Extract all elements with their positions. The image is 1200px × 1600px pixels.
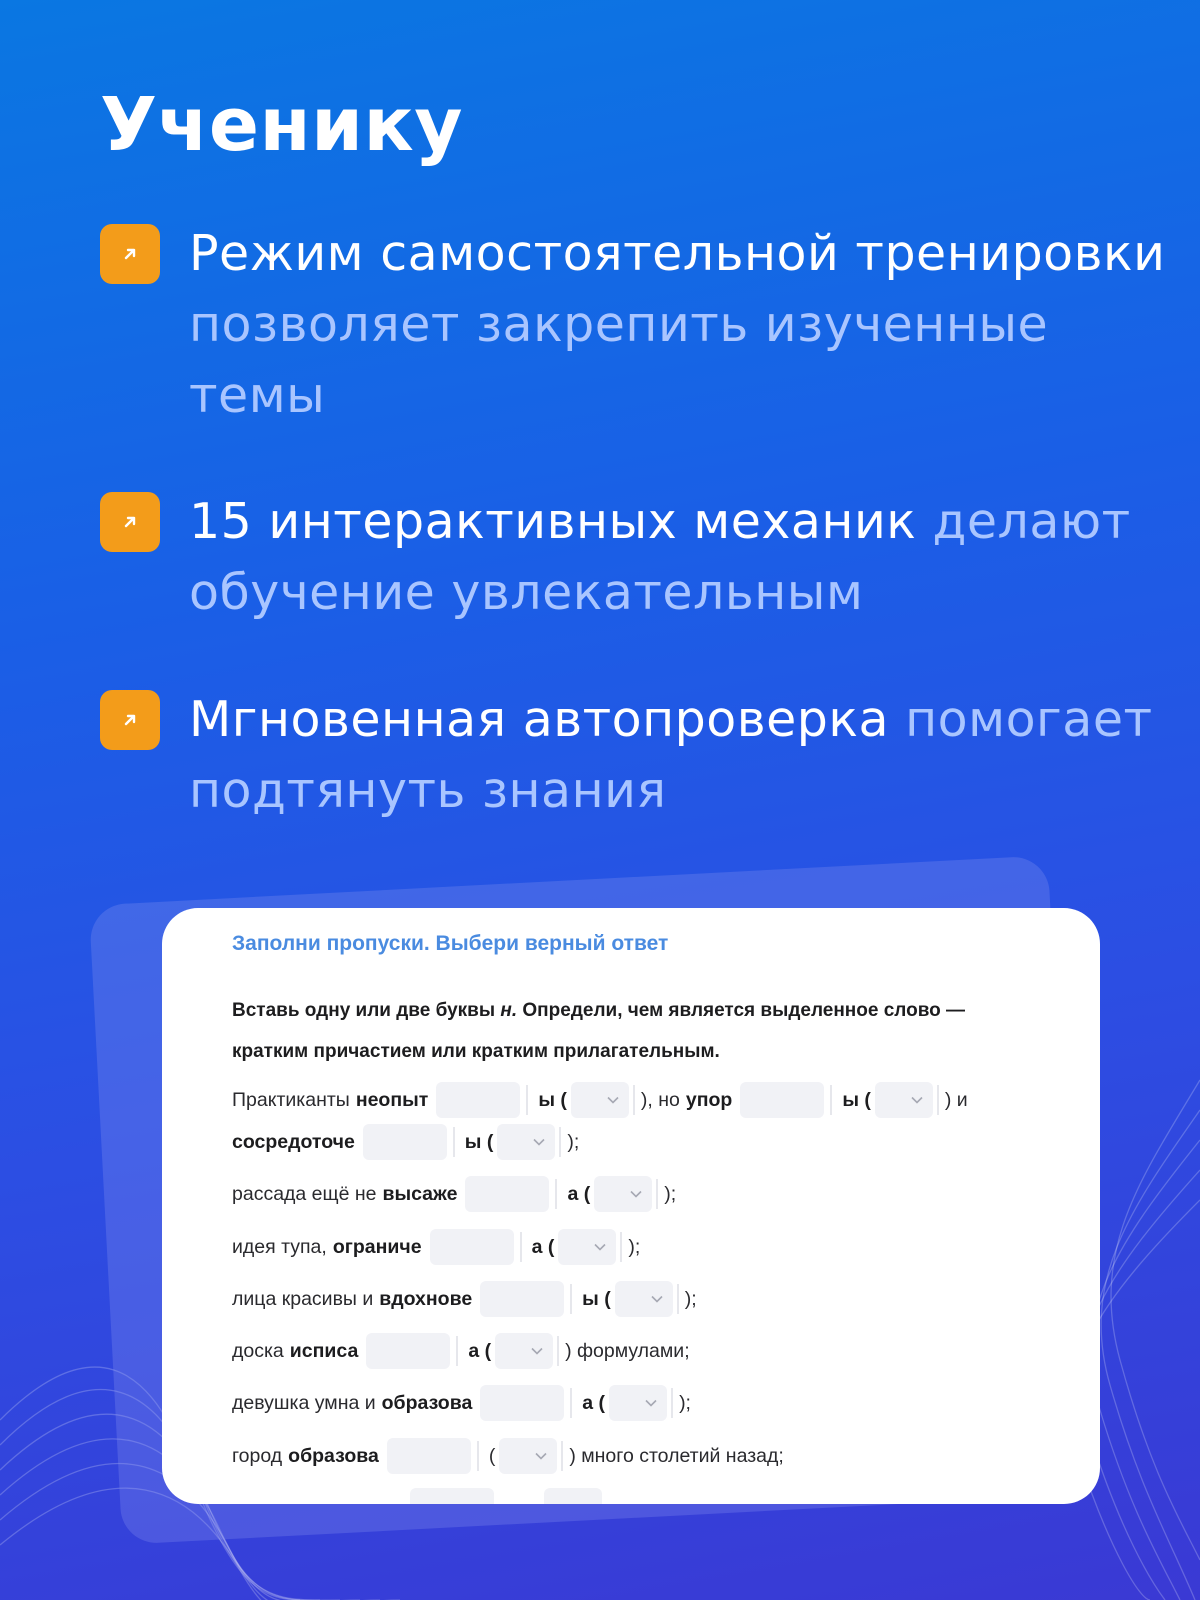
feature-highlight: Мгновенная автопроверка [189,691,890,748]
answer-select[interactable] [495,1333,553,1369]
row-text: рассада ещё не [232,1182,377,1205]
instruction-letter: н. [500,1000,518,1021]
answer-select[interactable] [609,1385,667,1421]
feature-badge [100,224,160,284]
exercise-row [232,1436,784,1476]
answer-select[interactable] [558,1229,616,1265]
divider [557,1336,559,1366]
letter-input[interactable] [480,1385,564,1421]
row-text: лица красивы и [232,1287,374,1310]
chevron-down-icon [594,1243,606,1251]
target-word: упор [685,1088,733,1111]
chevron-down-icon [651,1295,663,1303]
answer-select[interactable] [875,1082,933,1118]
exercise-row [232,1122,579,1162]
exercise-instruction [232,990,1032,1072]
target-word: образова [381,1391,473,1414]
word-ending: а ( [468,1339,492,1362]
row-tail: ) много столетий назад; [569,1444,784,1467]
word-ending: ы ( [538,1088,567,1111]
exercise-row [232,1080,968,1120]
chevron-down-icon [533,1138,545,1146]
exercise-title: Заполни пропуски. Выбери верный ответ [232,932,669,955]
exercise-row [232,1279,697,1319]
answer-select[interactable] [615,1281,673,1317]
divider [677,1284,679,1314]
answer-select[interactable] [544,1488,602,1504]
feature-badge [100,690,160,750]
divider [477,1441,479,1471]
page-title: Ученику [100,82,463,168]
divider [520,1232,522,1262]
row-tail: ), но [640,1088,680,1111]
divider [570,1388,572,1418]
target-word: неопыт [355,1088,429,1111]
row-text: доска [232,1339,284,1362]
row-tail: ); [684,1287,697,1310]
divider [570,1284,572,1314]
answer-select[interactable] [497,1124,555,1160]
divider [620,1232,622,1262]
letter-input[interactable] [363,1124,447,1160]
instruction-part2: Определи, чем является выделенное слово — кратким причастием или кратким прилагательным. [232,1000,966,1062]
instruction-part1: Вставь одну или две буквы [232,1000,501,1021]
feature-description: делают обучение увлекательным [189,493,1131,621]
word-ending: ы ( [464,1130,494,1153]
exercise-row [232,1383,691,1423]
letter-input[interactable] [410,1488,494,1504]
feature-badge [100,492,160,552]
answer-select[interactable] [571,1082,629,1118]
arrow-up-right-icon [120,244,140,264]
row-text: Практиканты [232,1088,350,1111]
feature-highlight: 15 интерактивных механик [189,493,917,550]
divider [453,1127,455,1157]
answer-select[interactable] [594,1176,652,1212]
feature-description: позволяет закрепить изученные темы [189,296,1049,424]
divider [561,1441,563,1471]
row-tail: ) формулами; [565,1339,690,1362]
letter-input[interactable] [430,1229,514,1265]
letter-input[interactable] [465,1176,549,1212]
letter-input[interactable] [436,1082,520,1118]
feature-description: помогает подтянуть знания [189,691,1153,819]
row-tail: ) и [944,1088,968,1111]
letter-input[interactable] [366,1333,450,1369]
answer-select[interactable] [499,1438,557,1474]
arrow-up-right-icon [120,710,140,730]
letter-input[interactable] [387,1438,471,1474]
chevron-down-icon [645,1399,657,1407]
word-ending: а ( [582,1391,606,1414]
word-ending: ы ( [582,1287,611,1310]
chevron-down-icon [535,1452,547,1460]
row-tail: ); [628,1235,641,1258]
word-ending: а ( [567,1182,591,1205]
feature-text [189,486,1179,628]
row-text: город [232,1444,283,1467]
row-tail: ); [679,1391,691,1414]
feature-text [189,684,1179,826]
target-word: исписа [289,1339,359,1362]
exercise-card [162,908,1100,1504]
target-word: высаже [382,1182,458,1205]
exercise-row [232,1174,676,1214]
divider [830,1085,832,1115]
target-word: вдохнове [379,1287,473,1310]
divider [526,1085,528,1115]
row-text: девушка умна и [232,1391,376,1414]
divider [559,1127,561,1157]
exercise-row-partial [232,1486,602,1504]
chevron-down-icon [630,1190,642,1198]
feature-highlight: Режим самостоятельной тренировки [189,225,1166,282]
target-word: сосредоточе [232,1130,355,1153]
divider [656,1179,658,1209]
chevron-down-icon [531,1347,543,1355]
arrow-up-right-icon [120,512,140,532]
word-ending: а ( [531,1235,555,1258]
letter-input[interactable] [480,1281,564,1317]
exercise-row [232,1227,640,1267]
divider [671,1388,673,1418]
row-tail: ); [664,1182,677,1205]
word-ending: ы ( [842,1088,871,1111]
divider [633,1085,635,1115]
divider [937,1085,939,1115]
exercise-row [232,1331,690,1371]
target-word: образова [288,1444,379,1467]
divider [555,1179,557,1209]
letter-input[interactable] [740,1082,824,1118]
word-ending: ( [488,1444,496,1467]
chevron-down-icon [911,1096,923,1104]
chevron-down-icon [607,1096,619,1104]
target-word: ограниче [332,1235,422,1258]
row-tail: ); [567,1130,580,1153]
divider [456,1336,458,1366]
feature-text [189,218,1179,431]
row-text: идея тупа, [232,1235,327,1258]
